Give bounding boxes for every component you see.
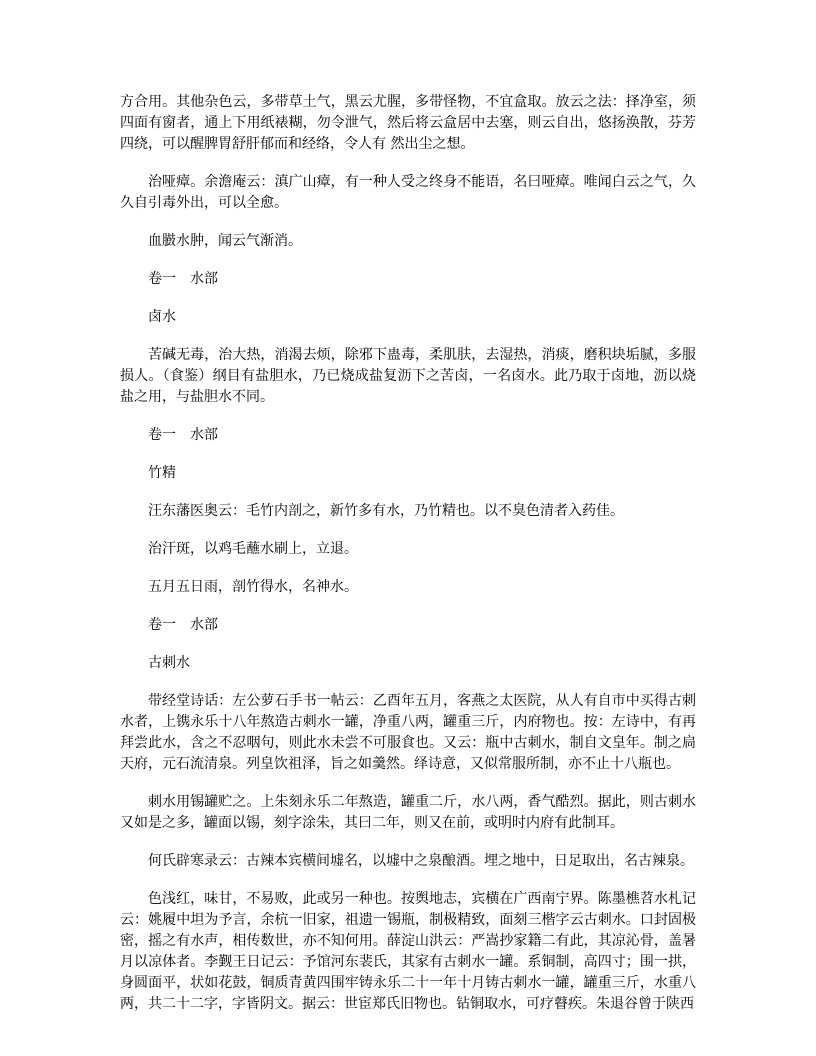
document-page — [120, 92, 696, 1032]
paragraph-color-taste: 色浅红，味甘，不易败，此或另一种也。按舆地志，宾横在广西南宁界。陈墨樵苕水札记云：姚履中坦为予言，余杭一旧家，祖遗一锡瓶，制极精致，面刻三楷字云古刺水。口封固极密，摇之有水声，相传数世，亦不知何用。薛淀山洪云：严嵩抄家籍二有此，其凉沁骨，盖暑月以凉体者。李觐王日记云：予馆河东裴氏，其家有古刺水一罐。系铜制，高四寸；围一拱，身圆面平，状如花鼓，铜质青黄四围牢铸永乐二十一年十月铸古刺水一罐，罐重三斤，水重八两，共二十二字，字皆阴文。据云：世宦郑氏旧物也。钻铜取水，可疗瞽疾。朱退谷曾于陕西 — [120, 891, 696, 1012]
paragraph-brine: 苦碱无毒，治大热，消渴去烦，除邪下蛊毒，柔肌肤，去湿热，消痰，磨积块垢腻，多服损人。（食鉴）纲目有盐胆水，乃已烧成盐复沥下之苦卤，一名卤水。此乃取于卤地，沥以烧盐之用，与盐胆水不同。 — [120, 347, 696, 405]
paragraph-gula-spring: 何氏辟寒录云：古辣本宾横间墟名，以墟中之泉酿酒。埋之地中，日足取出，名古辣泉。 — [148, 853, 694, 869]
paragraph-bamboo-essence: 汪东藩医奥云：毛竹内剖之，新竹多有水，乃竹精也。以不臭色清者入药佳。 — [148, 503, 624, 519]
paragraph-divine-water: 五月五日雨，剖竹得水，名神水。 — [148, 579, 358, 595]
entry-title-bamboo-essence: 竹精 — [148, 465, 176, 481]
paragraph-mute-miasma: 治哑瘴。余澹庵云：滇广山瘴，有一种人受之终身不能语，名曰哑瘴。唯闻白云之气，久久自引毒外出，可以全愈。 — [120, 174, 696, 211]
paragraph-edema: 血臌水肿，闻云气渐消。 — [148, 233, 302, 249]
paragraph-cloud-release: 方合用。其他杂色云，多带草土气，黑云尤腥，多带怪物，不宜盒取。放云之法：择净室，须四面有窗者，通上下用纸裱糊，勿令泄气，然后将云盒居中去塞，则云自出，悠扬涣散，芬芳四绕，可以醒脾胃舒肝郁而和经络，令人有 然出尘之想。 — [120, 94, 696, 152]
paragraph-guci-poem: 带经堂诗话：左公萝石手书一帖云：乙酉年五月，客燕之太医院，从人有自市中买得古刺水者，上镌永乐十八年熬造古刺水一罐，净重八两，罐重三斤，内府物也。按：左诗中，有再拜尝此水，含之不忍咽句，则此水未尝不可服食也。又云：瓶中古刺水，制自文皇年。制之扃天府，元石流清泉。列皇饮祖泽，旨之如羹然。绎诗意，又似常服所制，亦不止十八瓶也。 — [120, 693, 696, 772]
paragraph-tin-jar: 刺水用锡罐贮之。上朱刻永乐二年熬造，罐重二斤，水八两，香气酷烈。据此，则古刺水又如是之多，罐面以锡，刻字涂朱，其曰二年，则又在前，或明时内府有此制耳。 — [120, 794, 696, 831]
section-heading-volume: 卷一 水部 — [148, 617, 218, 633]
section-heading-volume: 卷一 水部 — [148, 271, 218, 287]
entry-title-brine: 卤水 — [148, 309, 176, 325]
section-heading-volume: 卷一 水部 — [148, 427, 218, 443]
entry-title-guci-water: 古刺水 — [148, 655, 190, 671]
paragraph-sweat-spots: 治汗斑，以鸡毛蘸水刷上，立退。 — [148, 541, 358, 557]
